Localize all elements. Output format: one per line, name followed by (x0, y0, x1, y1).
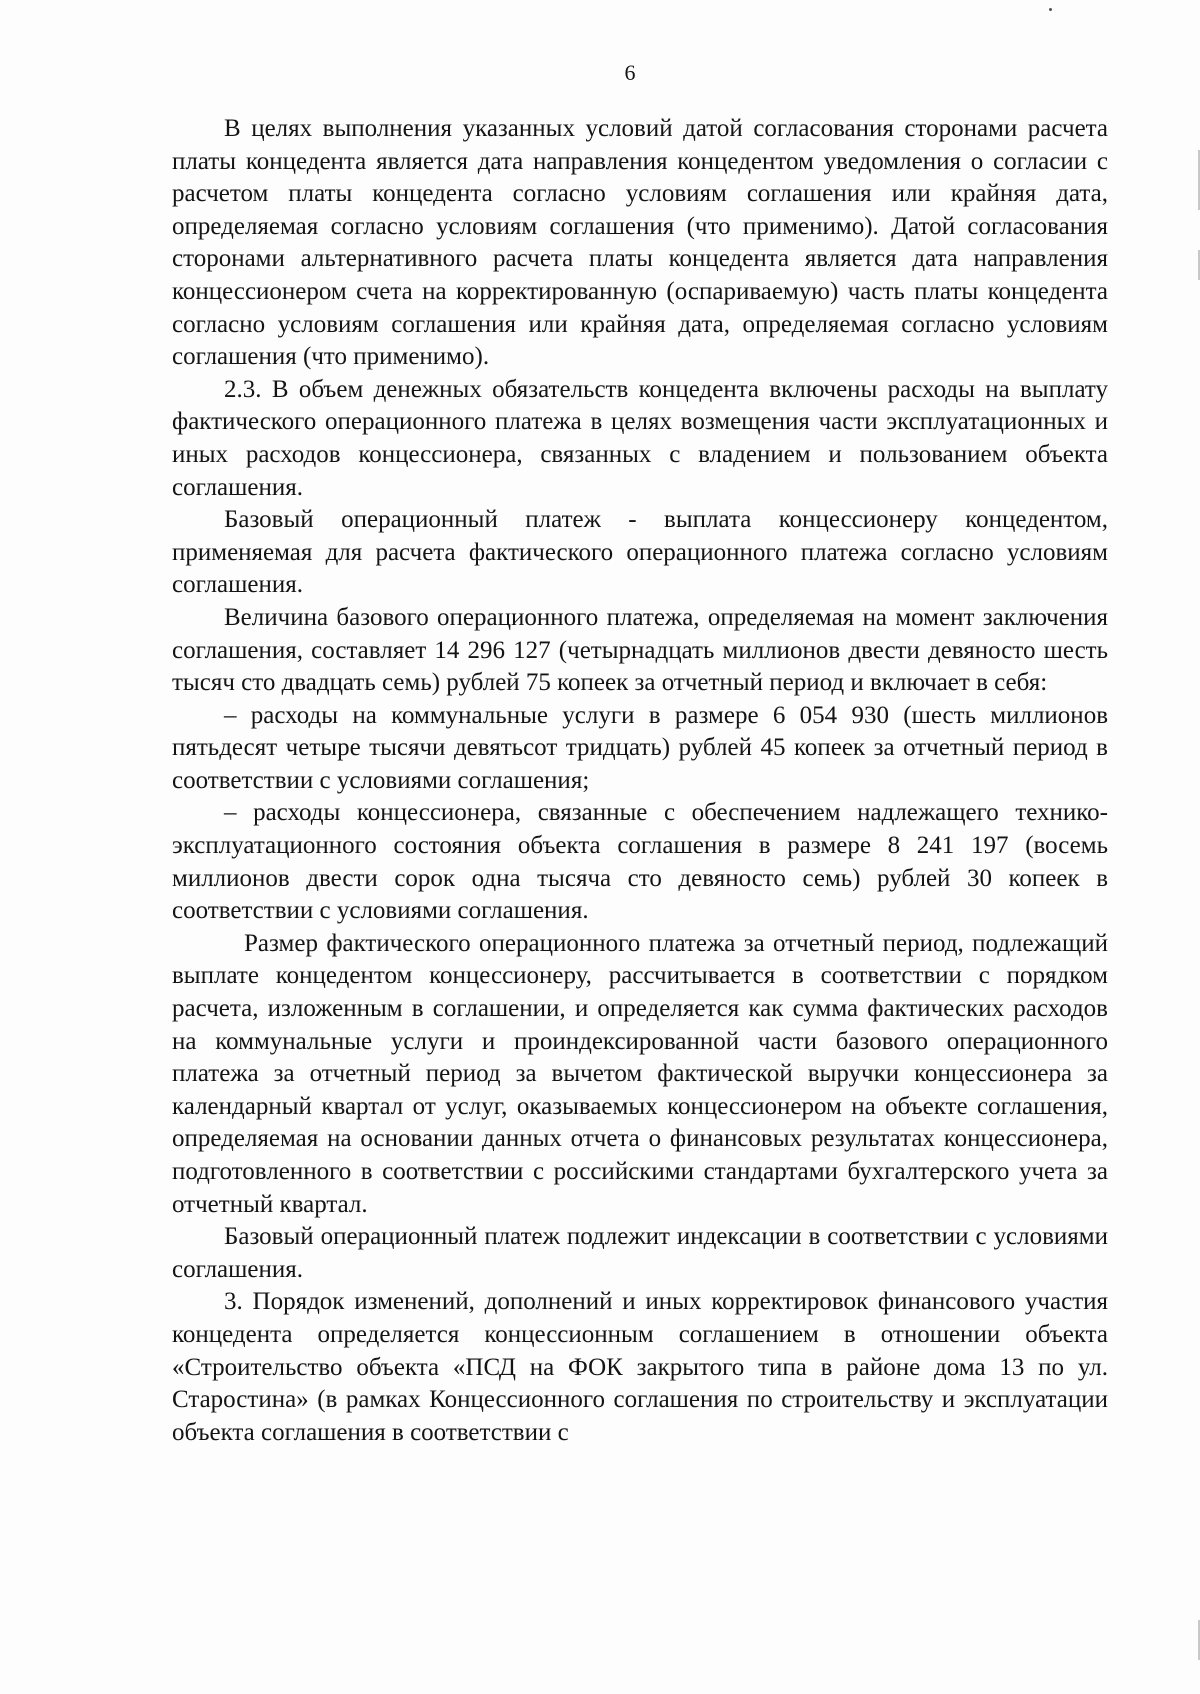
document-body (172, 113, 1108, 1449)
list-item-utilities: – расходы на коммунальные услуги в размере 6 054 930 (шесть миллионов пятьдесят четыре тысячи девятьсот тридцать) рублей 45 копеек за отчетный период в соответствии с условиями соглашения; (172, 701, 1108, 794)
paragraph-actual-payment: Размер фактического операционного платежа за отчетный период, подлежащий выплате концедентом концессионеру, рассчитывается в соответствии с порядком расчета, изложенным в соглашении, и определяется как сумма фактических расходов на коммунальные услуги и проиндексированной части базового операционного платежа за отчетный период за вычетом фактической выручки концессионера за календарный квартал от услуг, оказываемых концессионером на объекте соглашения, определяемая на основании данных отчета о финансовых результатах концессионера, подготовленного в соответствии с российскими стандартами бухгалтерского учета за отчетный квартал. (172, 929, 1108, 1218)
page-number: 6 (624, 60, 636, 85)
paragraph-2-3: 2.3. В объем денежных обязательств концедента включены расходы на выплату фактического операционного платежа в целях возмещения части эксплуатационных и иных расходов концессионера, связанных с владением и пользованием объекта соглашения. (172, 375, 1108, 501)
paragraph-base-payment-amount: Величина базового операционного платежа, определяемая на момент заключения соглашения, составляет 14 296 127 (четырнадцать миллионов двести девяносто шесть тысяч сто двадцать семь) рублей 75 копеек за отчетный период и включает в себя: (172, 603, 1108, 697)
list-item-maintenance: – расходы концессионера, связанные с обеспечением надлежащего технико-эксплуатационного состояния объекта соглашения в размере 8 241 197 (восемь миллионов двести сорок одна тысяча сто девяносто семь) рублей 30 копеек в соответствии с условиями соглашения. (172, 799, 1108, 925)
paragraph-base-payment-definition: Базовый операционный платеж - выплата концессионеру концедентом, применяемая для расчета фактического операционного платежа согласно условиям соглашения. (172, 506, 1108, 599)
paragraph-section-3: 3. Порядок изменений, дополнений и иных корректировок финансового участия концедента определяется концессионным соглашением в отношении объекта «Строительство объекта «ПСД на ФОК закрытого типа в районе дома 13 по ул. Старостина» (в рамках Концессионного соглашения по строительству и эксплуатации объекта соглашения в соответствии с (172, 1288, 1108, 1446)
paragraph-agreement-date: В целях выполнения указанных условий датой согласования сторонами расчета платы концедента является дата направления концедентом уведомления о согласии с расчетом платы концедента согласно условиям соглашения или крайняя дата, определяемая согласно условиям соглашения (что применимо). Датой согласования сторонами альтернативного расчета платы концедента является дата направления концессионером счета на корректированную (оспариваемую) часть платы концедента согласно условиям соглашения или крайняя дата, определяемая согласно условиям соглашения (что применимо). (172, 115, 1108, 371)
paragraph-indexation: Базовый операционный платеж подлежит индексации в соответствии с условиями соглашения. (172, 1223, 1108, 1283)
scan-dot (1049, 8, 1052, 11)
